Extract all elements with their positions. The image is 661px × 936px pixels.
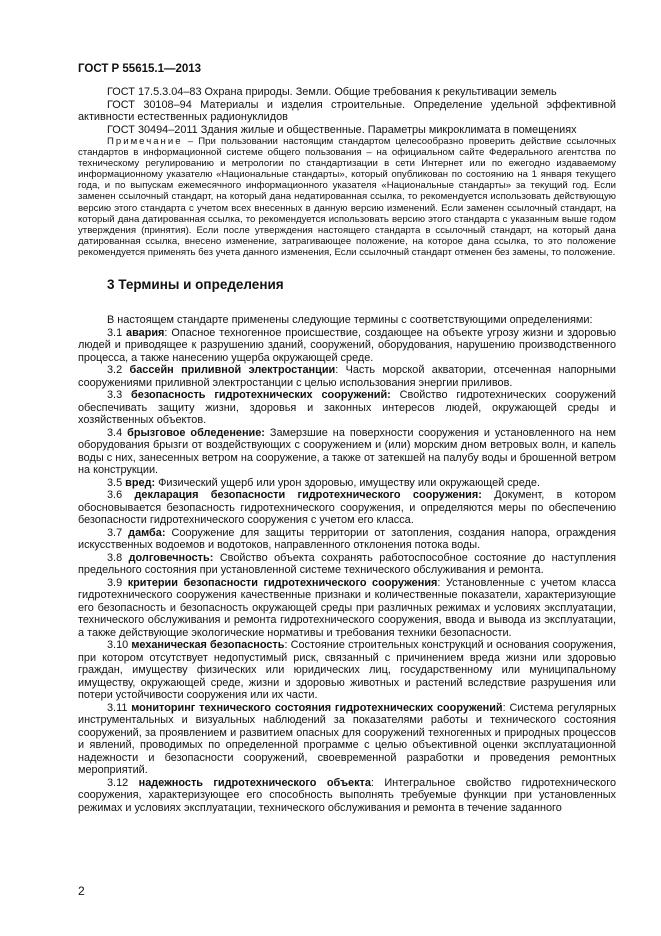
term-number: 3.6 bbox=[107, 489, 123, 502]
term-number: 3.12 bbox=[107, 776, 129, 789]
term-number: 3.9 bbox=[107, 576, 123, 589]
term-name: брызговое обледенение: bbox=[127, 426, 265, 439]
term-definition bbox=[78, 639, 616, 702]
term-name: бассейн приливной электростанции bbox=[129, 364, 336, 377]
term-number: 3.10 bbox=[107, 639, 129, 652]
term-text: Документ, в котором обосновывается безопасность гидротехнического сооружения, и определяются меры по обеспечению безопасности гидротехнического сооружения с учетом его класса. bbox=[78, 489, 616, 527]
term-number: 3.8 bbox=[107, 551, 123, 564]
term-number: 3.5 bbox=[107, 476, 123, 489]
term-name: мониторинг технического состояния гидротехнических сооружений bbox=[131, 701, 503, 714]
term-name: авария bbox=[126, 326, 165, 339]
term-name: надежность гидротехнического объекта bbox=[138, 776, 371, 789]
page-content bbox=[78, 86, 616, 814]
reference-item: ГОСТ 30494–2011 Здания жилые и общественные. Параметры микроклимата в помещениях bbox=[107, 123, 577, 136]
term-text: Замерзшие на поверхности сооружения и установленного на нем оборудования брызги от воздействующих с сооружением и (или) морским дном ветровых волн, и капель воды с них, занесенных ветром на сооружение, а также от затекшей на палубу воды и брошенной ветром на конструкции. bbox=[78, 426, 616, 477]
reference-item: ГОСТ 30108–94 Материалы и изделия строительные. Определение удельной эффективной активности естественных радионуклидов bbox=[78, 98, 616, 123]
term-text: Физический ущерб или урон здоровью, имуществу или окружающей среде. bbox=[155, 476, 540, 489]
term-number: 3.11 bbox=[107, 701, 128, 714]
term-name: долговечность: bbox=[128, 551, 214, 564]
term-name: критерии безопасности гидротехнического сооружения bbox=[127, 576, 438, 589]
term-number: 3.3 bbox=[107, 389, 123, 402]
term-definition bbox=[78, 702, 616, 777]
term-name: дамба: bbox=[128, 526, 166, 539]
term-text: : Система регулярных инструментальных и визуальных наблюдений за показателями работы и технического состояния сооружений, за проявлением и развитием опасных для сооружений техногенных и природных процессов и явлений, проводимых по определенной программе с целью объективной оценки эксплуатационной надежности и безопасности сооружений, своевременной разработки и проведения ремонтных мероприятий. bbox=[78, 701, 617, 777]
term-text: Свойство гидротехнических сооружений обеспечивать защиту жизни, здоровья и законных интересов людей, окружающей среды и хозяйственных объектов. bbox=[78, 389, 616, 427]
page-number: 2 bbox=[78, 884, 85, 898]
term-definition bbox=[78, 577, 616, 640]
term-definition bbox=[78, 489, 616, 527]
note-label: Примечание bbox=[107, 136, 183, 147]
term-name: безопасность гидротехнических сооружений: bbox=[131, 389, 391, 402]
term-number: 3.2 bbox=[107, 364, 123, 377]
term-text: Свойство объекта сохранять работоспособное состояние до наступления предельного состояния при установленной системе технического обслуживания и ремонта. bbox=[78, 551, 617, 577]
section-intro: В настоящем стандарте применены следующие термины с соответствующими определениями: bbox=[107, 314, 593, 327]
note-text: – При пользовании настоящим стандартом целесообразно проверить действие ссылочных стандартов в информационной системе общего пользования – на официальном сайте Федерального агентства по техническому регулированию и метрологии по стандартизации в сети Интернет или по ежегодно издаваемому информационному указателю «Национальные стандарты», который опубликован по состоянию на 1 января текущего года, и по выпускам ежемесячного информационного указателя «Национальные стандарты» за текущий год. Если заменен ссылочный стандарт, на который дана недатированная ссылка, то рекомендуется использовать действующую версию этого стандарта с учетом всех внесенных в данную версию изменений. Если заменен ссылочный стандарт, на который дана датированная ссылка, то рекомендуется использовать версию этого стандарта с указанным выше годом утверждения (принятия). Если после утверждения настоящего стандарта в ссылочный стандарт, на который дана датированная ссылка, внесено изменение, затрагивающее положение, на которое дана ссылка, то это положение рекомендуется применять без учета данного изменения, Если ссылочный стандарт отменен без замены, то положение. bbox=[78, 136, 616, 258]
term-name: вред: bbox=[125, 476, 156, 489]
term-definition bbox=[78, 427, 616, 477]
term-name: декларация безопасности гидротехнического сооружения: bbox=[134, 489, 482, 502]
term-text: : Опасное техногенное происшествие, создающее на объекте угрозу жизни и здоровью людей и приводящее к разрушению зданий, сооружений, оборудования, нарушению производственного процесса, а также нанесению ущерба окружающей среде. bbox=[78, 326, 616, 364]
term-number: 3.4 bbox=[107, 426, 123, 439]
term-definition bbox=[78, 477, 616, 490]
term-definition bbox=[78, 527, 616, 552]
term-name: механическая безопасность bbox=[131, 639, 285, 652]
reference-item: ГОСТ 17.5.3.04–83 Охрана природы. Земли. Общие требования к рекультивации земель bbox=[107, 86, 557, 98]
note-paragraph bbox=[78, 136, 616, 258]
term-number: 3.7 bbox=[107, 526, 123, 539]
term-definition bbox=[78, 364, 616, 389]
term-text: : Установленные с учетом класса гидротехнического сооружения качественные признаки и количественные показатели, характеризующие его безопасность и безопасность окружающей среды при различных режимах и условиях эксплуатации, технического обслуживания и ремонта гидротехнического сооружения, ввода и вывода из эксплуатации, а также действующие экологические нормативы и требования техники безопасности. bbox=[78, 576, 616, 639]
term-definition bbox=[78, 777, 616, 815]
term-text: : Часть морской акватории, отсеченная напорными сооружениями приливной электростанции с целью использования энергии приливов. bbox=[78, 364, 616, 389]
term-definition bbox=[78, 552, 616, 577]
document-code-header: ГОСТ Р 55615.1—2013 bbox=[78, 63, 202, 75]
term-text: Сооружение для защиты территории от затопления, создания напора, ограждения искусственных водоемов и водотоков, направленного отклонения потока воды. bbox=[78, 526, 616, 552]
term-definition bbox=[78, 327, 616, 365]
term-definition bbox=[78, 389, 616, 427]
section-title: 3 Термины и определения bbox=[107, 277, 284, 293]
term-text: : Состояние строительных конструкций и основания сооружения, при котором отсутствует недопустимый риск, связанный с причинением вреда жизни или здоровью граждан, имуществу физических или юридических лиц, государственному или муниципальному имуществу, окружающей среде, жизни и здоровью животных и растений вследствие разрушения или потери устойчивости сооружения или их части. bbox=[78, 639, 616, 702]
term-text: : Интегральное свойство гидротехнического сооружения, характеризующее его способность выполнять требуемые функции при установленных режимах и условиях эксплуатации, технического обслуживания и ремонта в течение заданного bbox=[78, 776, 617, 814]
term-number: 3.1 bbox=[107, 326, 123, 339]
